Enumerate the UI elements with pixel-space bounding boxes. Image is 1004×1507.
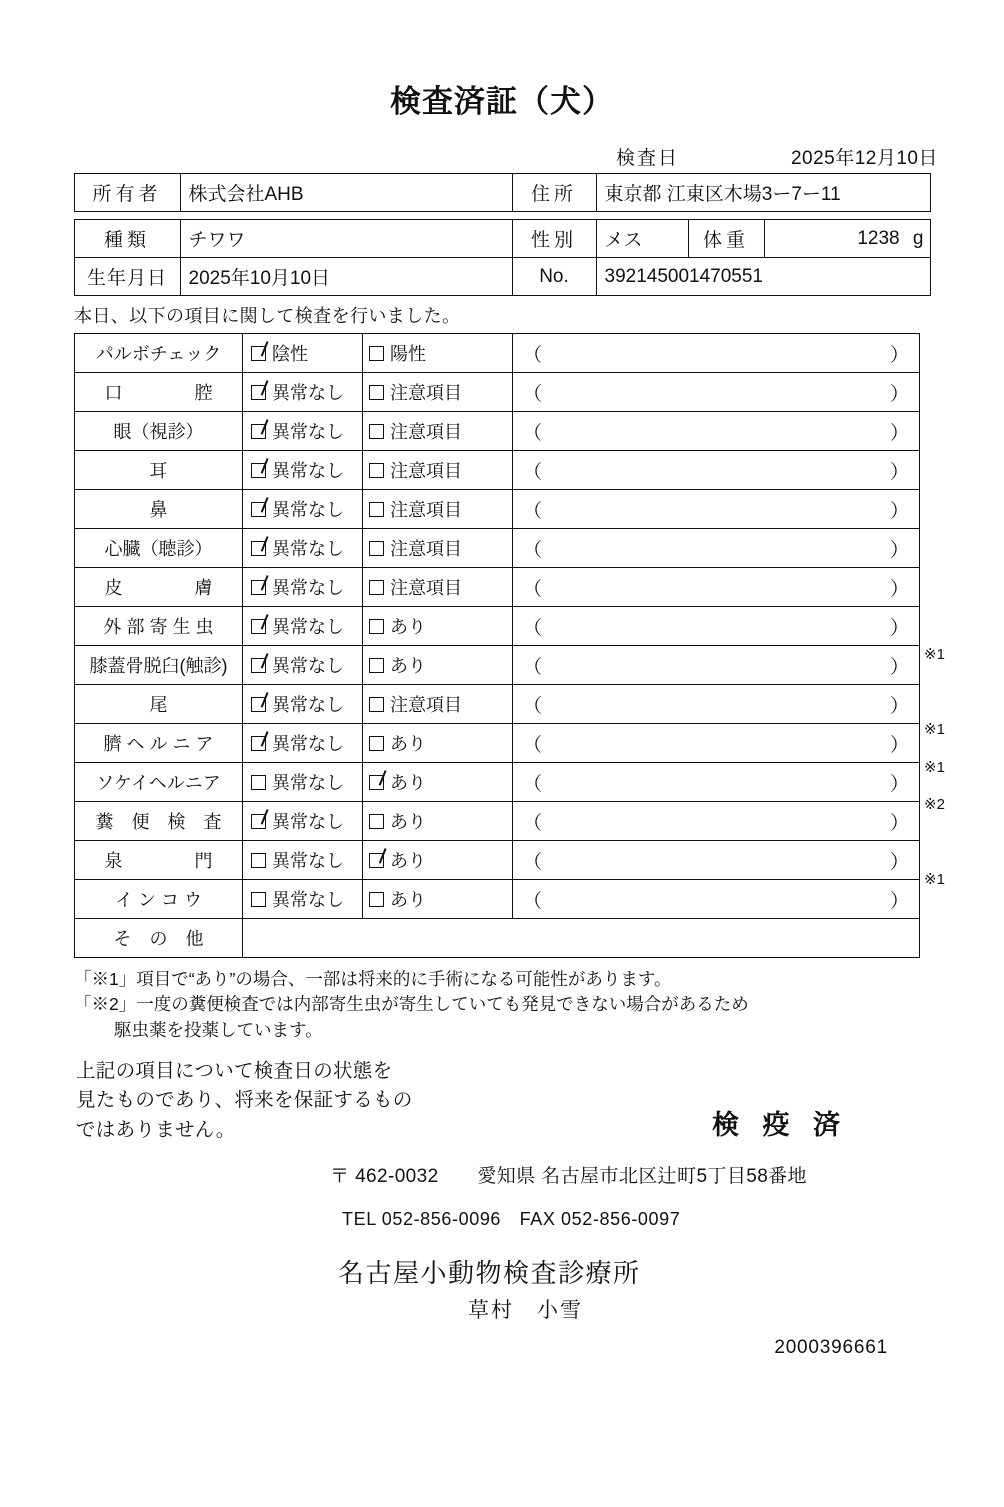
checkbox-icon[interactable] [369,385,384,400]
table-row-other [75,919,920,958]
checklist-option-label: あり [390,851,426,871]
owner-value: 株式会社AHB [180,174,512,212]
checklist-option[interactable] [363,802,513,841]
checklist-item-label: 眼（視診） [75,412,243,451]
checklist-option-label: 異常なし [272,461,344,481]
doctor-name: 草村 小雪 [468,1299,583,1323]
weight-value: 1238 [857,227,900,249]
checklist-option[interactable] [363,841,513,880]
paren-open: （ [523,500,543,522]
paren-open: （ [523,773,543,795]
notice-text: 本日、以下の項目に関して検査を行いました。 [74,306,461,326]
disclaimer-line-3: ではありません。 [76,1118,236,1141]
checklist-option-label: 陽性 [390,344,426,364]
pet-table [74,219,931,296]
footnote-marker: ※1 [924,758,945,776]
footnote-marker: ※1 [924,871,945,889]
checklist-option-label: 注意項目 [390,383,462,403]
checklist-option-label: あり [390,734,426,754]
footnote-marker: ※1 [924,645,945,663]
checklist-item-label: 膝蓋骨脱臼(触診) [75,646,243,685]
breed-value: チワワ [180,220,512,258]
checkbox-checked-icon[interactable] [251,463,266,478]
checkbox-checked-icon[interactable] [251,658,266,673]
checklist-remark[interactable] [513,607,920,646]
sex-label: 性別 [512,220,596,258]
checklist-remark[interactable] [513,646,920,685]
checkbox-checked-icon[interactable] [369,775,384,790]
checklist-option[interactable] [363,334,513,373]
checkbox-checked-icon[interactable] [251,385,266,400]
checklist-item-label: 泉 門 [75,841,243,880]
no-label: No. [512,258,596,296]
table-row [75,451,920,490]
checkbox-icon[interactable] [369,424,384,439]
address-label: 住所 [512,174,596,212]
table-row [75,568,920,607]
other-label: そ の 他 [75,919,243,958]
checklist-item-label: 鼻 [75,490,243,529]
table-row [75,763,920,802]
checklist-option-label: 異常なし [272,578,344,598]
checklist-wrapper [0,333,1004,958]
checklist-option-label: 注意項目 [390,461,462,481]
checklist-option-label: 異常なし [272,422,344,442]
checklist-option[interactable] [363,373,513,412]
checklist-option[interactable] [243,802,363,841]
checklist-option-label: 異常なし [272,890,344,910]
checklist-option[interactable] [363,412,513,451]
paren-open: （ [523,344,543,366]
table-row [75,841,920,880]
table-row [75,334,920,373]
checkbox-checked-icon[interactable] [251,697,266,712]
checkbox-icon[interactable] [369,814,384,829]
checklist-option-label: あり [390,812,426,832]
table-row [75,490,920,529]
checklist-item-label: 口 腔 [75,373,243,412]
checklist-remark[interactable] [513,529,920,568]
paren-close: ） [889,617,909,639]
paren-close: ） [889,539,909,561]
checklist-option[interactable] [363,880,513,919]
checklist-option-label: 注意項目 [390,539,462,559]
table-row [74,174,930,212]
checklist-option[interactable] [363,646,513,685]
checkbox-icon[interactable] [369,580,384,595]
sex-value: メス [596,220,688,258]
checklist-remark[interactable] [513,373,920,412]
checklist-option-label: 異常なし [272,656,344,676]
checklist-remark[interactable] [513,841,920,880]
checklist-option[interactable] [243,724,363,763]
birth-label: 生年月日 [74,258,180,296]
checklist-option-label: あり [390,773,426,793]
weight-label: 体重 [688,220,764,258]
other-value [243,919,920,958]
checkbox-icon[interactable] [369,736,384,751]
checkbox-checked-icon[interactable] [251,346,266,361]
checklist-item-label: パルボチェック [75,334,243,373]
paren-open: （ [523,851,543,873]
checklist-option[interactable] [243,334,363,373]
checklist-option[interactable] [243,412,363,451]
paren-close: ） [889,656,909,678]
checklist-option[interactable] [363,529,513,568]
paren-close: ） [889,344,909,366]
checklist-option[interactable] [243,763,363,802]
paren-open: （ [523,890,543,912]
checklist-item-label: 臍 ヘ ル ニ ア [75,724,243,763]
table-row [75,529,920,568]
checklist-option-label: 異常なし [272,695,344,715]
table-row [74,258,930,296]
footnote-1: 「※1」項目で“あり”の場合、一部は将来的に手術になる可能性があります。 [74,969,672,989]
table-row [75,412,920,451]
checklist-option[interactable] [363,763,513,802]
page-title: 検査済証（犬） [390,84,614,119]
checklist-option-label: 異常なし [272,851,344,871]
checklist-remark[interactable] [513,685,920,724]
checklist-remark[interactable] [513,490,920,529]
footnote-marker: ※2 [924,796,945,814]
footnote-3: 駆虫薬を投薬しています。 [114,1019,323,1040]
owner-table [74,173,931,212]
address-value: 東京都 江東区木場3ー7ー11 [596,174,930,212]
checklist-option[interactable] [243,841,363,880]
checklist-remark[interactable] [513,763,920,802]
checkbox-checked-icon[interactable] [251,619,266,634]
footer-block [0,1057,1004,1387]
checklist-item-label: イ ン コ ウ [75,880,243,919]
table-row [74,220,930,258]
weight-value-cell [764,220,930,258]
checklist-item-label: 糞 便 検 査 [75,802,243,841]
checklist-option-label: 異常なし [272,383,344,403]
checkbox-icon[interactable] [251,775,266,790]
table-row [75,373,920,412]
checklist-option[interactable] [243,646,363,685]
paren-open: （ [523,656,543,678]
checkbox-checked-icon[interactable] [251,736,266,751]
checklist-option[interactable] [243,607,363,646]
checklist-option[interactable] [243,568,363,607]
checklist-option[interactable] [363,607,513,646]
weight-unit: g [912,227,924,249]
checkbox-icon[interactable] [251,892,266,907]
paren-close: ） [889,383,909,405]
checklist-remark[interactable] [513,568,920,607]
checkbox-checked-icon[interactable] [369,853,384,868]
checklist-remark[interactable] [513,412,920,451]
paren-close: ） [889,773,909,795]
checklist-option-label: 注意項目 [390,578,462,598]
footnote-marker: ※1 [924,721,945,738]
paren-close: ） [889,851,909,873]
checklist-remark[interactable] [513,880,920,919]
checklist-option[interactable] [243,451,363,490]
checkbox-icon[interactable] [251,853,266,868]
checklist-option-label: 異常なし [272,500,344,520]
checklist-item-label: 心臓（聴診） [75,529,243,568]
checklist-remark[interactable] [513,334,920,373]
checkbox-icon[interactable] [369,658,384,673]
table-row [75,646,920,685]
paren-close: ） [889,500,909,522]
paren-close: ） [889,461,909,483]
paren-open: （ [523,695,543,717]
table-row [75,880,920,919]
checkbox-icon[interactable] [369,346,384,361]
checklist-item-label: 外 部 寄 生 虫 [75,607,243,646]
paren-close: ） [889,890,909,912]
paren-close: ） [889,734,909,756]
checklist-item-label: 耳 [75,451,243,490]
checklist-option-label: 注意項目 [390,500,462,520]
clinic-address: 〒 462-0032 愛知県 名古屋市北区辻町5丁目58番地 [330,1166,807,1188]
disclaimer-line-1: 上記の項目について検査日の状態を [76,1060,393,1083]
checklist-item-label: 尾 [75,685,243,724]
checkbox-checked-icon[interactable] [251,502,266,517]
checklist-option-label: 注意項目 [390,695,462,715]
checklist-option-label: 陰性 [272,344,308,364]
checklist-option[interactable] [243,373,363,412]
checklist-remark[interactable] [513,802,920,841]
checkbox-icon[interactable] [369,541,384,556]
checkbox-checked-icon[interactable] [251,424,266,439]
checkbox-checked-icon[interactable] [251,580,266,595]
paren-close: ） [889,422,909,444]
paren-open: （ [523,539,543,561]
checklist-option[interactable] [243,685,363,724]
birth-value: 2025年10月10日 [180,258,512,296]
clinic-phone: TEL 052-856-0096 FAX 052-856-0097 [342,1209,681,1230]
checklist-option-label: 異常なし [272,539,344,559]
checklist-option[interactable] [363,451,513,490]
checklist-option-label: 注意項目 [390,422,462,442]
serial-number: 2000396661 [774,1337,888,1359]
footnote-2: 「※2」一度の糞便検査では内部寄生虫が寄生していても発見できない場合があるため [74,994,749,1015]
checklist-option[interactable] [363,490,513,529]
exam-date-label: 検査日 [615,148,679,169]
checkbox-checked-icon[interactable] [251,541,266,556]
disclaimer-line-2: 見たものであり、将来を保証するもの [76,1089,413,1112]
checklist-table [74,333,920,958]
certificate-page [0,76,1004,1507]
checklist-option-label: 異常なし [272,617,344,637]
checklist-option-label: あり [390,617,426,637]
checklist-item-label: 皮 膚 [75,568,243,607]
checklist-option[interactable] [363,685,513,724]
disclaimer [76,1057,413,1145]
paren-open: （ [523,617,543,639]
quarantine-stamp: 検 疫 済 [712,1110,849,1141]
checklist-item-label: ソケイヘルニア [75,763,243,802]
clinic-name: 名古屋小動物検査診療所 [338,1258,641,1289]
checklist-option-label: 異常なし [272,812,344,832]
checklist-option-label: 異常なし [272,773,344,793]
paren-close: ） [889,812,909,834]
footnotes [74,967,1004,1043]
table-row [75,724,920,763]
table-row [75,685,920,724]
checklist-option[interactable] [243,490,363,529]
checkbox-icon[interactable] [369,502,384,517]
breed-label: 種類 [74,220,180,258]
paren-close: ） [889,695,909,717]
checkbox-icon[interactable] [369,892,384,907]
checklist-option[interactable] [243,529,363,568]
paren-open: （ [523,422,543,444]
checkbox-icon[interactable] [369,463,384,478]
paren-open: （ [523,812,543,834]
owner-label: 所有者 [74,174,180,212]
paren-open: （ [523,578,543,600]
no-value: 392145001470551 [596,258,930,296]
checklist-option-label: あり [390,890,426,910]
checklist-option[interactable] [363,568,513,607]
checklist-remark[interactable] [513,724,920,763]
table-row [75,607,920,646]
checkbox-icon[interactable] [369,619,384,634]
checklist-remark[interactable] [513,451,920,490]
exam-date-row [0,143,1004,169]
paren-close: ） [889,578,909,600]
paren-open: （ [523,383,543,405]
checklist-option-label: あり [390,656,426,676]
checklist-option-label: 異常なし [272,734,344,754]
exam-date-value: 2025年12月10日 [790,148,938,169]
checkbox-checked-icon[interactable] [251,814,266,829]
checklist-option[interactable] [243,880,363,919]
checkbox-icon[interactable] [369,697,384,712]
checklist-option[interactable] [363,724,513,763]
paren-open: （ [523,461,543,483]
table-row [75,802,920,841]
paren-open: （ [523,734,543,756]
